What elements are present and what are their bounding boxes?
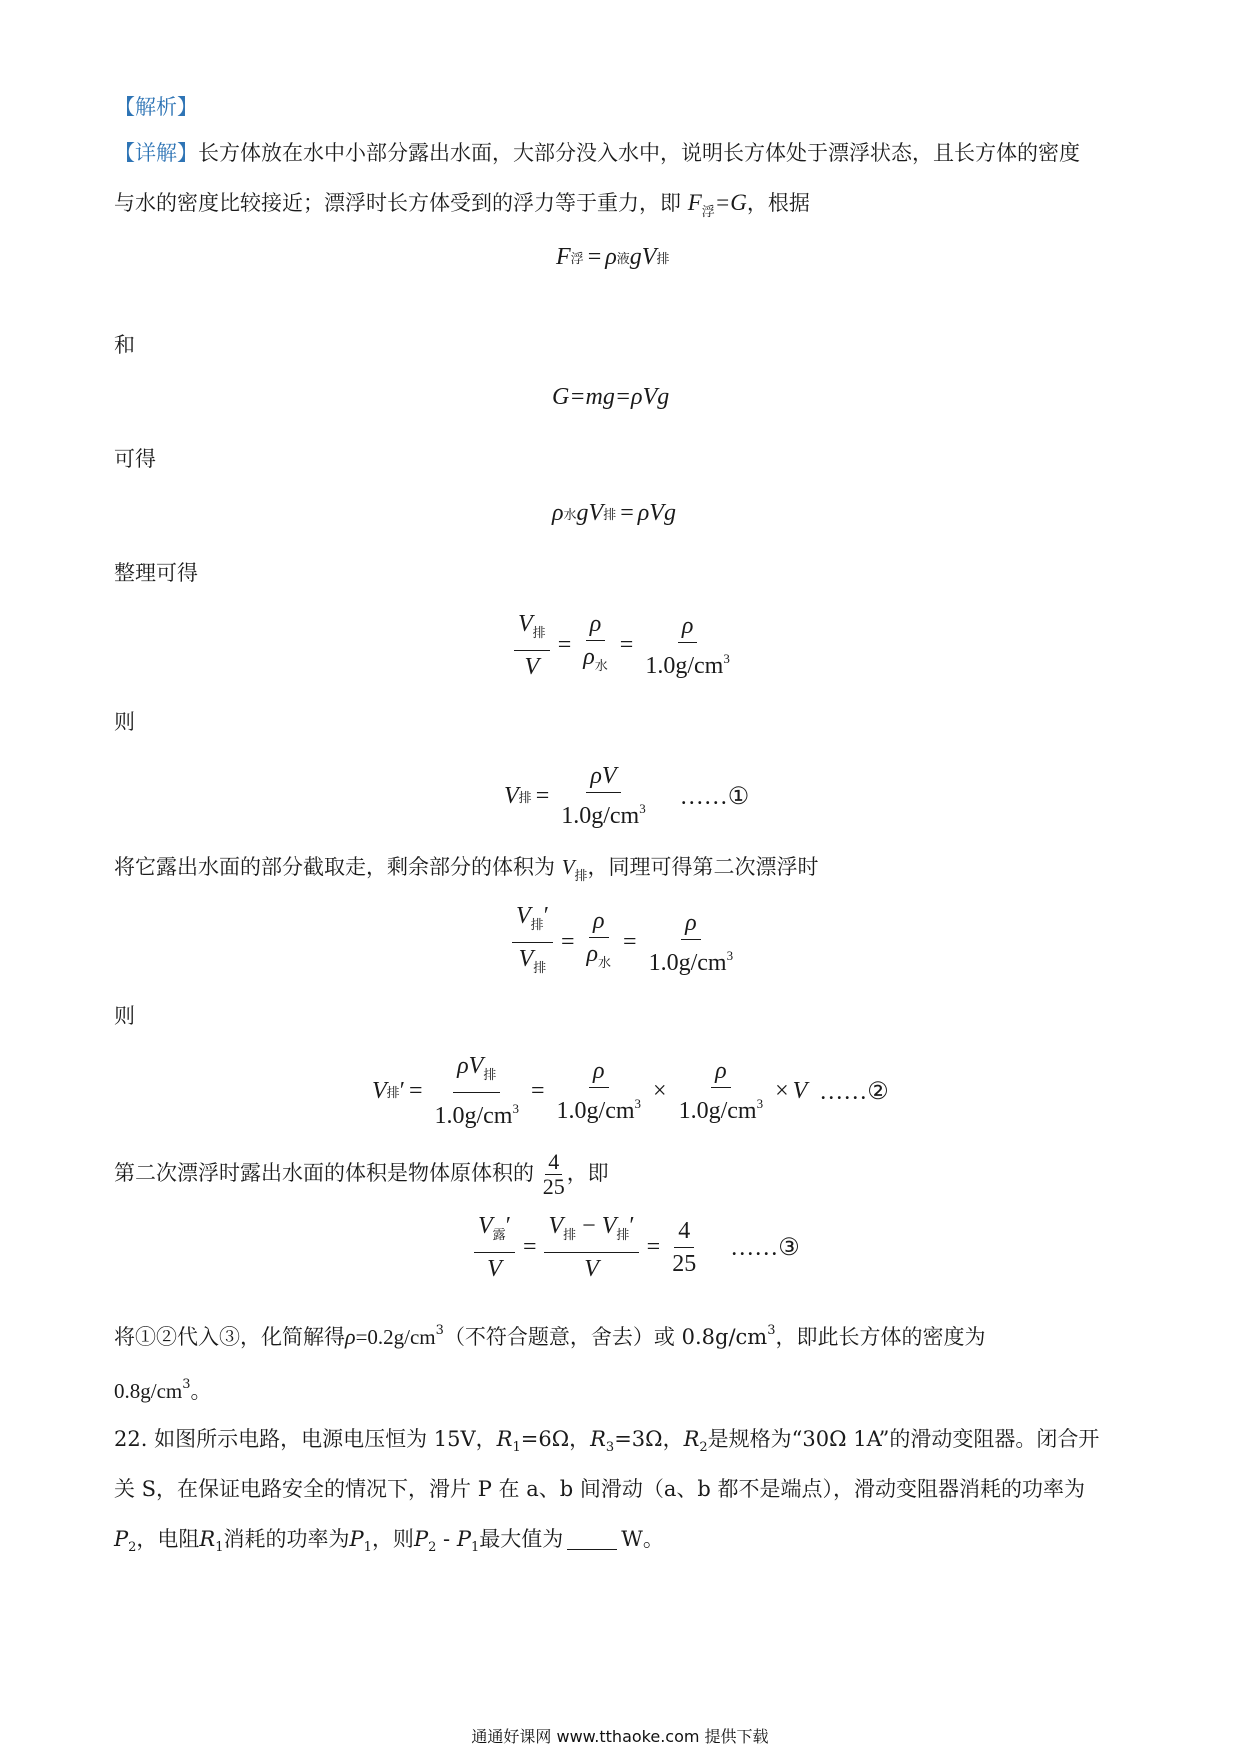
question-text: ，则	[371, 1527, 414, 1551]
formula-ratio-1: $\frac{V_排}{V}$ = $\frac{\rho}{\rho_水}$ = $\frac{\rho}{1.0g/cm^3}$	[510, 610, 738, 681]
unit: 1.0g/cm	[648, 949, 727, 976]
subscript: 排	[616, 1228, 630, 1243]
subscript: 浮	[701, 205, 715, 220]
subscript: 水	[594, 659, 608, 674]
paragraph-text: ，根据	[746, 191, 810, 215]
word-kede: 可得	[114, 447, 156, 471]
inline-formula: $F_浮=G$	[687, 190, 747, 220]
question-22-line-3: $P_2$，电阻$R_1$消耗的功率为$P_1$，则$P_2 - P_1$最大值为 W。	[114, 1527, 664, 1556]
subscript: 排	[532, 626, 546, 641]
subscript: 排	[656, 252, 670, 267]
subscript: 排	[533, 961, 547, 976]
paragraph-text: 将①②代入③，化简解得	[114, 1325, 345, 1349]
subscript: 排	[518, 790, 532, 806]
question-22-line-2: 关 S，在保证电路安全的情况下，滑片 P 在 a、b 间滑动（a、b 都不是端点），滑动变阻器消耗的功率为	[114, 1477, 1085, 1501]
subscript: 露	[492, 1228, 506, 1243]
question-text: =6Ω，	[520, 1427, 591, 1451]
paragraph-text: 长方体放在水中小部分露出水面，大部分没入水中，说明长方体处于漂浮状态，且长方体的密度	[198, 141, 1080, 165]
question-text: 消耗的功率为	[223, 1527, 350, 1551]
formula-equal: ρ 水 gV 排 = ρVg	[552, 500, 676, 526]
subscript: 排	[483, 1068, 497, 1083]
fraction-denominator: 25	[542, 1174, 565, 1199]
subscript: 排	[563, 1228, 577, 1243]
unit: 1.0g/cm	[645, 652, 724, 679]
word-ze-1: 则	[114, 710, 135, 734]
question-text: ，电阻	[136, 1527, 200, 1551]
subscript: 水	[563, 508, 577, 523]
equation-marker-1: ……①	[679, 783, 750, 810]
word-he: 和	[114, 333, 135, 357]
paragraph-text: 。	[190, 1379, 212, 1403]
unit: 1.0g/cm	[678, 1098, 757, 1124]
equation-marker-3: ……③	[730, 1235, 800, 1261]
fraction-numerator: 4	[545, 1150, 562, 1175]
word-zhengli: 整理可得	[114, 561, 198, 585]
question-text: 是规格为“30Ω 1A”的滑动变阻器。闭合开	[707, 1427, 1100, 1451]
paragraph-text: 第二次漂浮时露出水面的体积是物体原体积的	[114, 1161, 534, 1185]
paragraph-text: （不符合题意，舍去）或 0.8g/cm	[443, 1325, 768, 1349]
paragraph-text: ，即	[566, 1161, 609, 1185]
equation-marker-2: ……②	[819, 1078, 889, 1105]
formula-1: V 排 = $\frac{\rho V}{1.0g/cm^3}$ ……①	[504, 763, 750, 829]
question-text: W。	[621, 1527, 664, 1551]
unit: 1.0g/cm	[556, 1098, 635, 1124]
inline-value: 0.8g/cm	[114, 1379, 183, 1403]
subscript: 排	[530, 918, 544, 933]
fraction-numerator: 4	[674, 1217, 694, 1248]
formula-buoyancy: F 浮 = ρ 液 gV 排	[556, 244, 670, 270]
answer-blank[interactable]	[567, 1529, 617, 1550]
inline-value: =0.2g/cm	[355, 1325, 436, 1349]
detail-label: 【详解】	[114, 141, 198, 165]
subscript: 浮	[570, 252, 584, 267]
paragraph-text: 与水的密度比较接近；漂浮时长方体受到的浮力等于重力，即	[114, 191, 681, 215]
formula-gravity: G=mg=ρVg	[552, 384, 670, 410]
question-text: =3Ω，	[614, 1427, 684, 1451]
subscript: 水	[598, 956, 612, 971]
paragraph-detail-1	[114, 138, 1080, 168]
paragraph-text: ，同理可得第二次漂浮时	[587, 855, 819, 879]
paragraph-second	[114, 1150, 609, 1199]
page-footer: 通通好课网 www.tthaoke.com 提供下载	[471, 1727, 769, 1746]
subscript: 排	[603, 508, 617, 523]
subscript: 液	[616, 252, 630, 267]
paragraph-cut: 将它露出水面的部分截取走，剩余部分的体积为 $V_排$，同理可得第二次漂浮时	[114, 855, 819, 884]
paragraph-final-2: $0.8g/cm^3$。	[114, 1377, 212, 1403]
fraction-4-25	[543, 1150, 565, 1199]
section-heading: 【解析】	[114, 95, 198, 119]
fraction-denominator: 25	[672, 1251, 697, 1277]
paragraph-text: 将它露出水面的部分截取走，剩余部分的体积为	[114, 855, 555, 879]
unit: 1.0g/cm	[434, 1103, 513, 1129]
question-text: 22. 如图所示电路，电源电压恒为 15V，	[114, 1427, 497, 1451]
paragraph-detail-2	[114, 188, 810, 228]
formula-2: V 排 ′ = $\frac{\rho V_排}{1.0g/cm^3}$ = $\frac{\rho}{1.0g/cm^3}$ × $\frac{\rho}{1.0g/cm^3}$ × V ……②	[372, 1053, 889, 1129]
paragraph-text: ，即此长方体的密度为	[775, 1325, 986, 1349]
subscript: 排	[386, 1085, 400, 1101]
word-ze-2: 则	[114, 1004, 135, 1028]
formula-ratio-2: $\frac{V_排'}{V_排}$ = $\frac{\rho}{\rho_水}$ = $\frac{\rho}{1.0g/cm^3}$	[508, 902, 741, 983]
paragraph-final: 将①②代入③，化简解得$\rho=0.2g/cm^3$（不符合题意，舍去）或 $0.8g/cm^3$，即此长方体的密度为	[114, 1323, 986, 1349]
unit: 1.0g/cm	[561, 803, 640, 829]
subscript: 排	[574, 869, 588, 884]
question-22-line-1: 22. 如图所示电路，电源电压恒为 15V，$R_1=6\Omega$，$R_3=3\Omega$，$R_2$是规格为“30Ω 1A”的滑动变阻器。闭合开	[114, 1427, 1100, 1456]
question-text: 最大值为	[479, 1527, 564, 1551]
formula-3: $\frac{V_露'}{V}$ = $\frac{V_排 - V_排'}{V}$ = $\frac{4}{25}$ ……③	[470, 1212, 800, 1283]
